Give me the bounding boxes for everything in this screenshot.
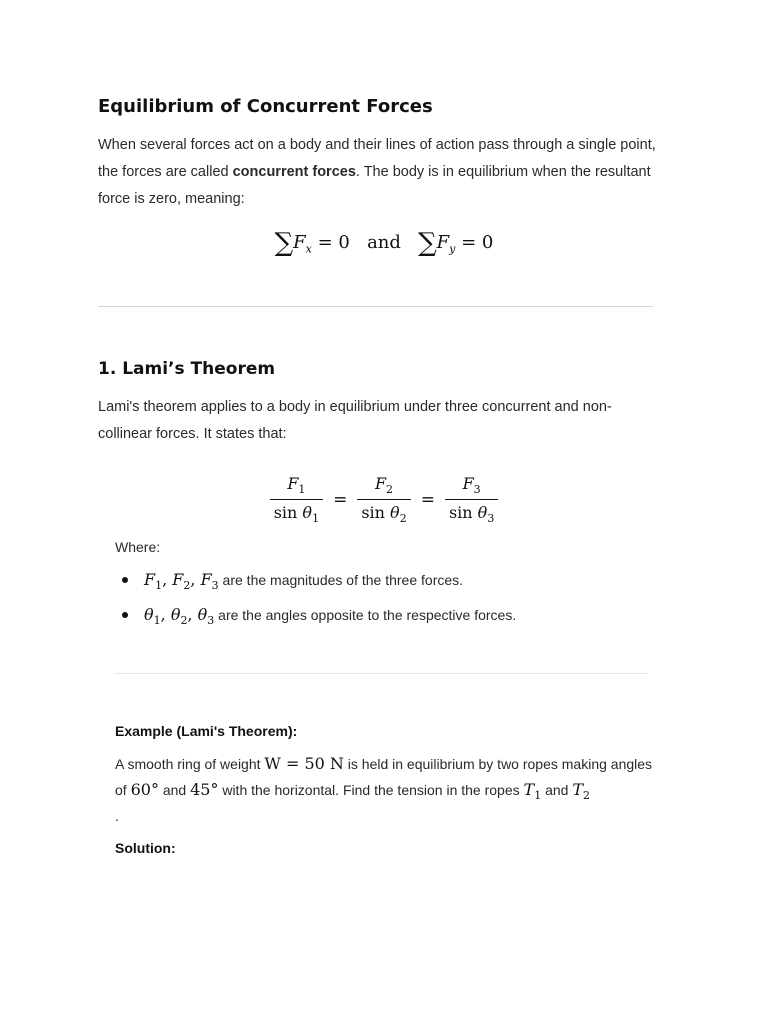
page-title: Equilibrium of Concurrent Forces	[98, 96, 433, 117]
fx-variable: F	[293, 232, 306, 253]
tension-1-sub: 1	[534, 788, 542, 802]
intro-text-start: When several forces act on a body and their lines of action pass through a single point, the forces are called	[98, 137, 656, 180]
angle-sub-1: 1	[153, 614, 161, 628]
section-divider	[98, 306, 653, 307]
intro-text-end: . The body is in equilibrium when the resultant force is zero, meaning:	[98, 164, 651, 207]
fraction-2	[357, 474, 410, 525]
force-sub-3: 3	[211, 579, 219, 593]
example-problem	[115, 751, 655, 809]
angle-sep-1: ,	[160, 605, 171, 624]
fraction-3	[445, 474, 498, 525]
force-sub-1: 1	[155, 579, 163, 593]
definitions-list	[115, 568, 675, 638]
example-text-2: is held in equilibrium by two ropes making angles of	[115, 756, 653, 798]
fraction-1-theta: θ	[302, 503, 313, 523]
equals-sign-2: =	[420, 489, 435, 510]
equals-zero-2: = 0	[461, 232, 494, 253]
equals-zero-1: = 0	[317, 232, 350, 253]
angle-sep-2: ,	[187, 605, 198, 624]
fraction-2-theta: θ	[390, 503, 400, 523]
fraction-3-num-sub: 3	[473, 483, 481, 497]
example-text-3: and	[158, 782, 191, 798]
lami-formula	[0, 474, 768, 525]
angle-var-2: θ	[170, 605, 181, 624]
fraction-3-theta: θ	[477, 503, 488, 523]
example-divider	[115, 673, 647, 674]
fraction-2-den-sub: 2	[399, 512, 407, 526]
fx-subscript: x	[305, 242, 312, 256]
fraction-2-numerator: F	[374, 474, 387, 493]
tension-2-var: T	[572, 780, 583, 799]
equilibrium-equation	[0, 228, 768, 258]
and-text: and	[367, 232, 401, 253]
sum-symbol-2: ∑	[418, 228, 437, 258]
list-item	[115, 603, 675, 638]
fy-variable: F	[436, 232, 450, 253]
where-label: Where:	[115, 539, 161, 555]
fraction-1-num-sub: 1	[298, 483, 306, 497]
weight-math: W = 50 N	[264, 754, 344, 773]
fraction-1-den-sub: 1	[312, 512, 320, 526]
example-text-1: A smooth ring of weight	[115, 756, 265, 772]
force-sep-1: ,	[162, 570, 173, 589]
sum-symbol: ∑	[274, 228, 294, 258]
tension-1-var: T	[523, 780, 535, 799]
fraction-1-numerator: F	[287, 474, 299, 493]
angle-45: 45°	[190, 780, 219, 799]
example-text-4: with the horizontal. Find the tension in the ropes	[218, 782, 524, 798]
bullet-dot	[122, 612, 128, 618]
angle-var-1: θ	[144, 605, 154, 624]
example-heading: Example (Lami's Theorem):	[115, 723, 298, 739]
bullet-2-text: are the angles opposite to the respective forces.	[214, 607, 517, 623]
force-var-1: F	[144, 570, 156, 589]
lami-heading: 1. Lami’s Theorem	[98, 359, 276, 379]
angle-sub-3: 3	[207, 614, 215, 628]
equals-sign-1: =	[333, 489, 348, 510]
fraction-2-num-sub: 2	[386, 483, 394, 497]
example-text-5: and	[541, 782, 573, 798]
force-var-2: F	[172, 570, 184, 589]
bullet-1-text: are the magnitudes of the three forces.	[218, 572, 464, 588]
force-var-3: F	[200, 570, 212, 589]
bullet-dot	[122, 577, 128, 583]
angle-var-3: θ	[197, 605, 208, 624]
angle-60: 60°	[130, 780, 159, 799]
solution-label: Solution:	[115, 840, 176, 856]
fraction-1-sin: sin	[273, 503, 298, 523]
lami-description: Lami's theorem applies to a body in equilibrium under three concurrent and non-collinear forces. It states that:	[98, 399, 612, 442]
fraction-3-sin: sin	[448, 503, 473, 523]
angle-sub-2: 2	[180, 614, 188, 628]
fy-subscript: y	[449, 242, 456, 256]
intro-paragraph	[98, 132, 658, 213]
forces-math	[144, 570, 219, 593]
fraction-1	[270, 474, 323, 525]
angles-math	[144, 605, 215, 628]
fraction-3-den-sub: 3	[487, 512, 495, 526]
fraction-3-numerator: F	[462, 474, 474, 493]
force-sep-2: ,	[190, 570, 201, 589]
force-sub-2: 2	[183, 579, 191, 593]
intro-bold-term: concurrent forces	[232, 164, 356, 180]
list-item	[115, 568, 675, 603]
trailing-period: .	[115, 808, 119, 824]
tension-2-sub: 2	[583, 788, 590, 802]
fraction-2-sin: sin	[361, 503, 385, 523]
